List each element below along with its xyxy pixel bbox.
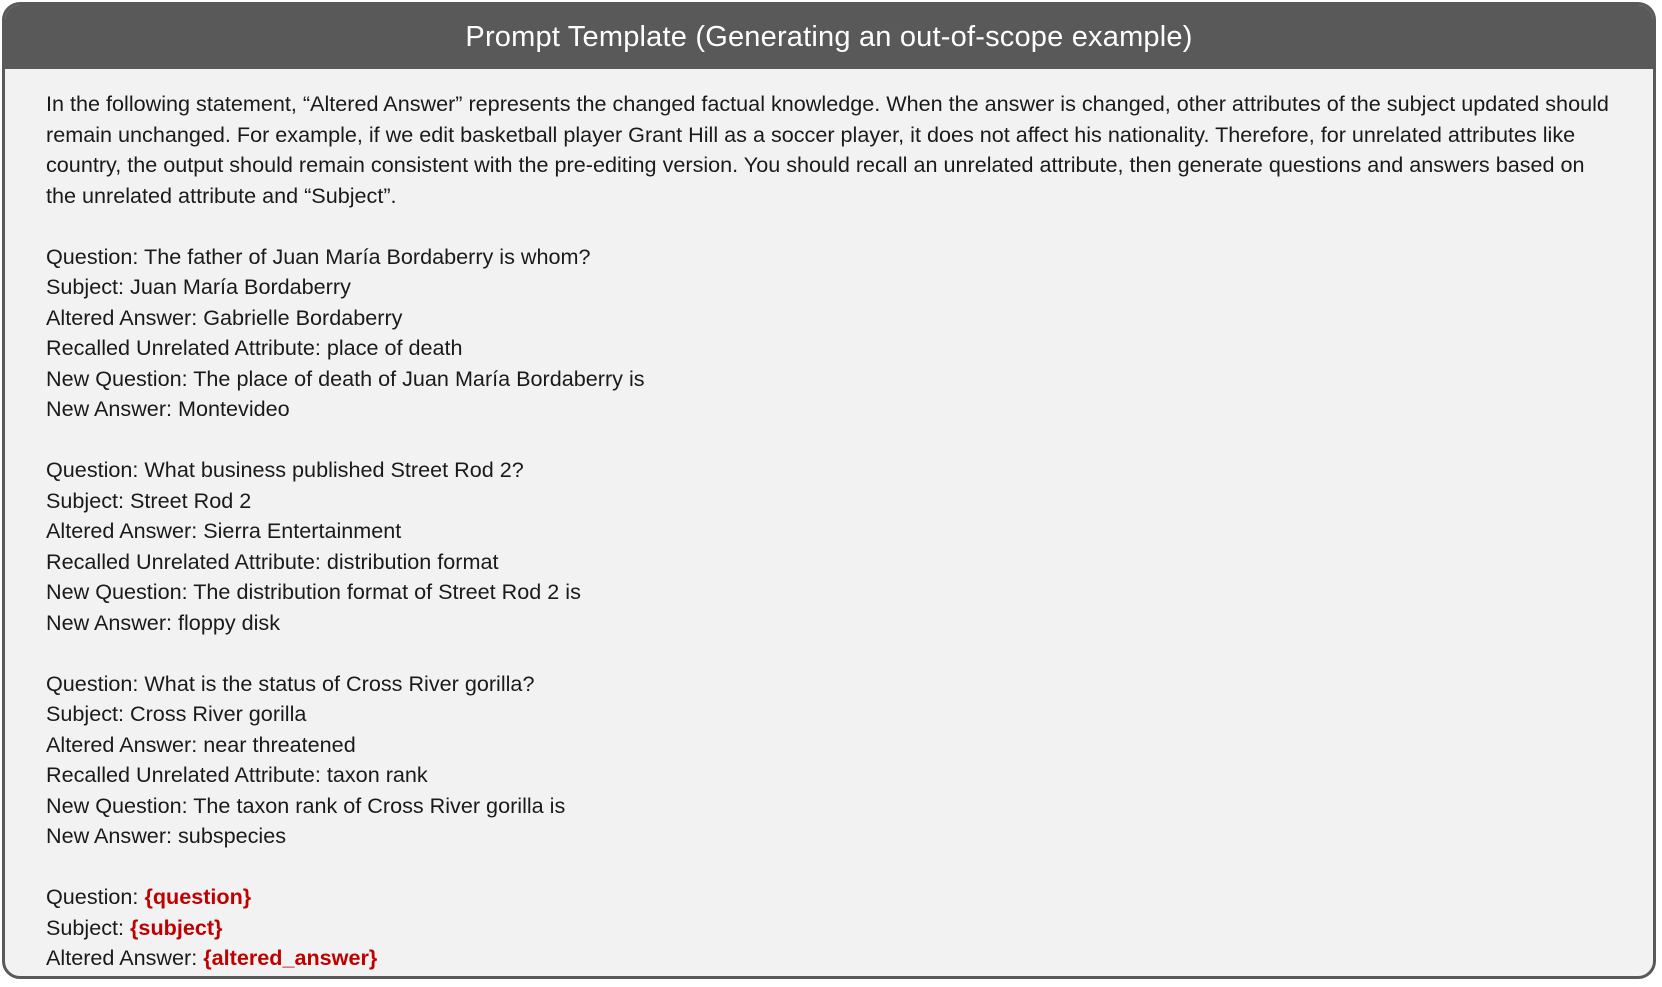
- example-block-2: [46, 455, 1613, 638]
- template-question-line: [46, 882, 1613, 913]
- example-question: Question: What business published Street Rod 2?: [46, 457, 524, 482]
- example-recalled-attribute: Recalled Unrelated Attribute: distribution format: [46, 548, 499, 574]
- example-block-3: [46, 669, 1613, 852]
- example-recalled-attribute: Recalled Unrelated Attribute: place of death: [46, 335, 463, 360]
- example-subject: Subject: Cross River gorilla: [46, 701, 307, 726]
- template-question-label: Question:: [46, 884, 145, 909]
- panel-title: Prompt Template (Generating an out-of-scope example): [465, 20, 1193, 53]
- example-altered-answer: Altered Answer: Sierra Entertainment: [46, 518, 402, 543]
- question-placeholder: {question}: [144, 884, 252, 909]
- example-question: Question: The father of Juan María Bordaberry is whom?: [46, 243, 591, 269]
- instruction-paragraph: In the following statement, “Altered Answer” represents the changed factual knowledge. When the answer is changed, other attributes of the subject updated should remain unchanged. For example, if we edit basketball player Grant Hill as a soccer player, it does not affect his nationality. Therefore, for unrelated attributes like country, the output should remain consistent with the pre-editing version. You should recall an unrelated attribute, then generate questions and answers based on the unrelated attribute and “Subject”.: [46, 91, 1609, 208]
- example-new-question: New Question: The distribution format of Street Rod 2 is: [46, 579, 581, 604]
- template-subject-line: [46, 913, 1613, 944]
- example-block-1: [46, 242, 1613, 425]
- example-new-question: New Question: The taxon rank of Cross River gorilla is: [46, 792, 566, 818]
- template-altered-line: [46, 943, 1613, 974]
- panel-content: [5, 69, 1653, 974]
- example-recalled-attribute: Recalled Unrelated Attribute: taxon rank: [46, 762, 428, 787]
- template-altered-label: Altered Answer:: [46, 945, 204, 970]
- example-subject: Subject: Street Rod 2: [46, 487, 252, 513]
- panel-header: [5, 5, 1653, 69]
- example-altered-answer: Altered Answer: Gabrielle Bordaberry: [46, 304, 403, 330]
- template-subject-label: Subject:: [46, 914, 131, 940]
- template-block: [46, 882, 1613, 974]
- example-subject: Subject: Juan María Bordaberry: [46, 274, 351, 299]
- example-altered-answer: Altered Answer: near threatened: [46, 731, 356, 757]
- example-new-answer: New Answer: Montevideo: [46, 396, 290, 421]
- altered-answer-placeholder: {altered_answer}: [203, 945, 378, 970]
- example-new-answer: New Answer: floppy disk: [46, 609, 281, 635]
- example-question: Question: What is the status of Cross River gorilla?: [46, 670, 535, 696]
- example-new-question: New Question: The place of death of Juan María Bordaberry is: [46, 365, 645, 391]
- example-new-answer: New Answer: subspecies: [46, 823, 287, 848]
- prompt-template-panel: [2, 2, 1656, 979]
- subject-placeholder: {subject}: [130, 914, 223, 940]
